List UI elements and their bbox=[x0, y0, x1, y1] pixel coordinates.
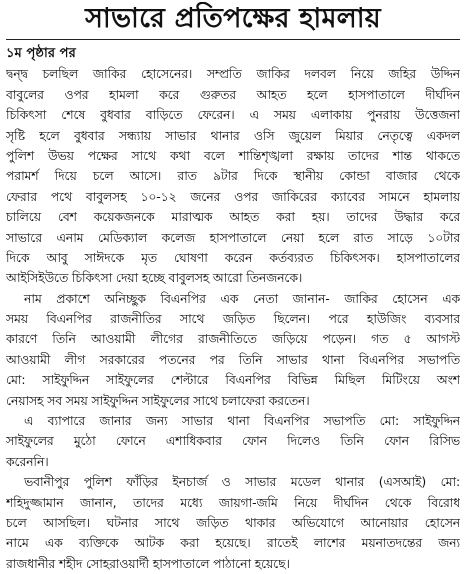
body-line: চালিয়ে বেশ কয়েকজনকে মারাত্মক আহত করা হয়। তাদের উদ্ধার করে bbox=[6, 209, 460, 225]
body-line: মো: সাইফুদ্দিন সাইফুলের শেল্টারে বিএনপির বিভিন্ন মিছিল মিটিংয়ে অংশ bbox=[6, 372, 460, 388]
body-line: এ ব্যাপারে জানার জন্য সাভার থানা বিএনপির সভাপতি মো: সাইফুদ্দিন bbox=[24, 413, 460, 429]
body-line: চলে আসছিল। ঘটনার সাথে জড়িত থাকার অভিযোগে আনোয়ার হোসেন bbox=[6, 515, 460, 530]
body-line: নামে এক ব্যক্তিকে আটক করা হয়েছে। রাতেই লাশের ময়নাতদন্তের জন্য bbox=[6, 535, 460, 551]
article-body bbox=[6, 64, 460, 574]
body-line: নেয়াসহ সব সময় সাইফুদ্দিন সাইফুলের সাথে চলাফেরা করতেন। bbox=[6, 392, 310, 408]
body-line: কারণে তিনি আওয়ামী লীগের রাজনীতিতে জড়িয়ে পড়েন। গত ৫ আগস্ট bbox=[6, 331, 460, 347]
body-line: সাভারে এনাম মেডিক্যাল কলেজ হাসপাতালে নেয়া হলে রাত সাড়ে ১০টার bbox=[6, 229, 460, 245]
body-line: পুলিশ উভয় পক্ষের সাথে কথা বলে শান্তিশৃঙ্খলা রক্ষায় তাদের শান্ত থাকতে bbox=[6, 147, 460, 163]
body-line: সাইফুলের মুঠো ফোনে এশাধিকবার ফোন দিলেও তিনি ফোন রিসিভ bbox=[6, 433, 460, 449]
headline: সাভারে প্রতিপক্ষের হামলায় bbox=[6, 2, 460, 40]
body-line: করেননি। bbox=[6, 453, 49, 469]
body-line: নাম প্রকাশে অনিচ্ছুক বিএনপির এক নেতা জানান- জাকির হোসেন এক bbox=[24, 290, 460, 306]
body-line: ফেরার পথে বাবুলসহ ১০-১২ জনের ওপর জাকিরের ক্যাবের সামনে হামলায় bbox=[6, 188, 460, 204]
body-line: সময় বিএনপির রাজনীতির সাথে জড়িত ছিলেন। পরে হাউজিং ব্যবসার bbox=[6, 311, 460, 327]
body-line: দ্বন্দ্ব চলছিল জাকির হোসেনের। সম্প্রতি জাকির দলবল নিয়ে জহির উদ্দিন bbox=[6, 66, 460, 82]
body-line: পরামর্শ দিয়ে চলে আসে। রাত ৯টার দিকে স্থানীয় কোন্ডা বাজার থেকে bbox=[6, 168, 460, 184]
body-line: বাবুলের ওপর হামলা করে গুরুতর আহত হলে হাসপাতালে দীর্ঘদিন bbox=[6, 86, 460, 102]
body-line: ভবানীপুর পুলিশ ফাঁড়ির ইনচার্জ ও সাভার মডেল থানার (এসআই) মো: bbox=[24, 474, 460, 490]
body-line: দিকে আবু সাঈদকে মৃত ঘোষণা করেন কর্তব্যরত চিকিৎসক। হাসপাতালের bbox=[6, 249, 460, 265]
continued-from-label: ১ম পৃষ্ঠার পর bbox=[6, 46, 76, 61]
body-line: সৃষ্টি হলে বুধবার সন্ধ্যায় সাভার থানার ওসি জুয়েল মিয়ার নেতৃত্বে একদল bbox=[6, 127, 460, 143]
body-line: আইসিইউতে চিকিৎসা দেয়া হচ্ছে বাবুলসহ আরো তিনজনকে। bbox=[6, 270, 303, 286]
body-line: চিকিৎসা শেষে বুধবার বাড়িতে ফেরেন। এ সময় এলাকায় পুনরায় উত্তেজনা bbox=[6, 107, 460, 123]
body-line: আওয়ামী লীগ সরকারের পতনের পর তিনি সাভার থানা বিএনপির সভাপতি bbox=[6, 351, 460, 367]
body-line: শহিদুজ্জামান জানান, তাদের মধ্যে জায়গা-জমি নিয়ে দীর্ঘদিন থেকে বিরোধ bbox=[6, 494, 460, 510]
body-line: রাজধানীর শহীদ সোহরাওয়ার্দী হাসপাতালে পাঠানো হয়েছে। bbox=[6, 555, 290, 571]
